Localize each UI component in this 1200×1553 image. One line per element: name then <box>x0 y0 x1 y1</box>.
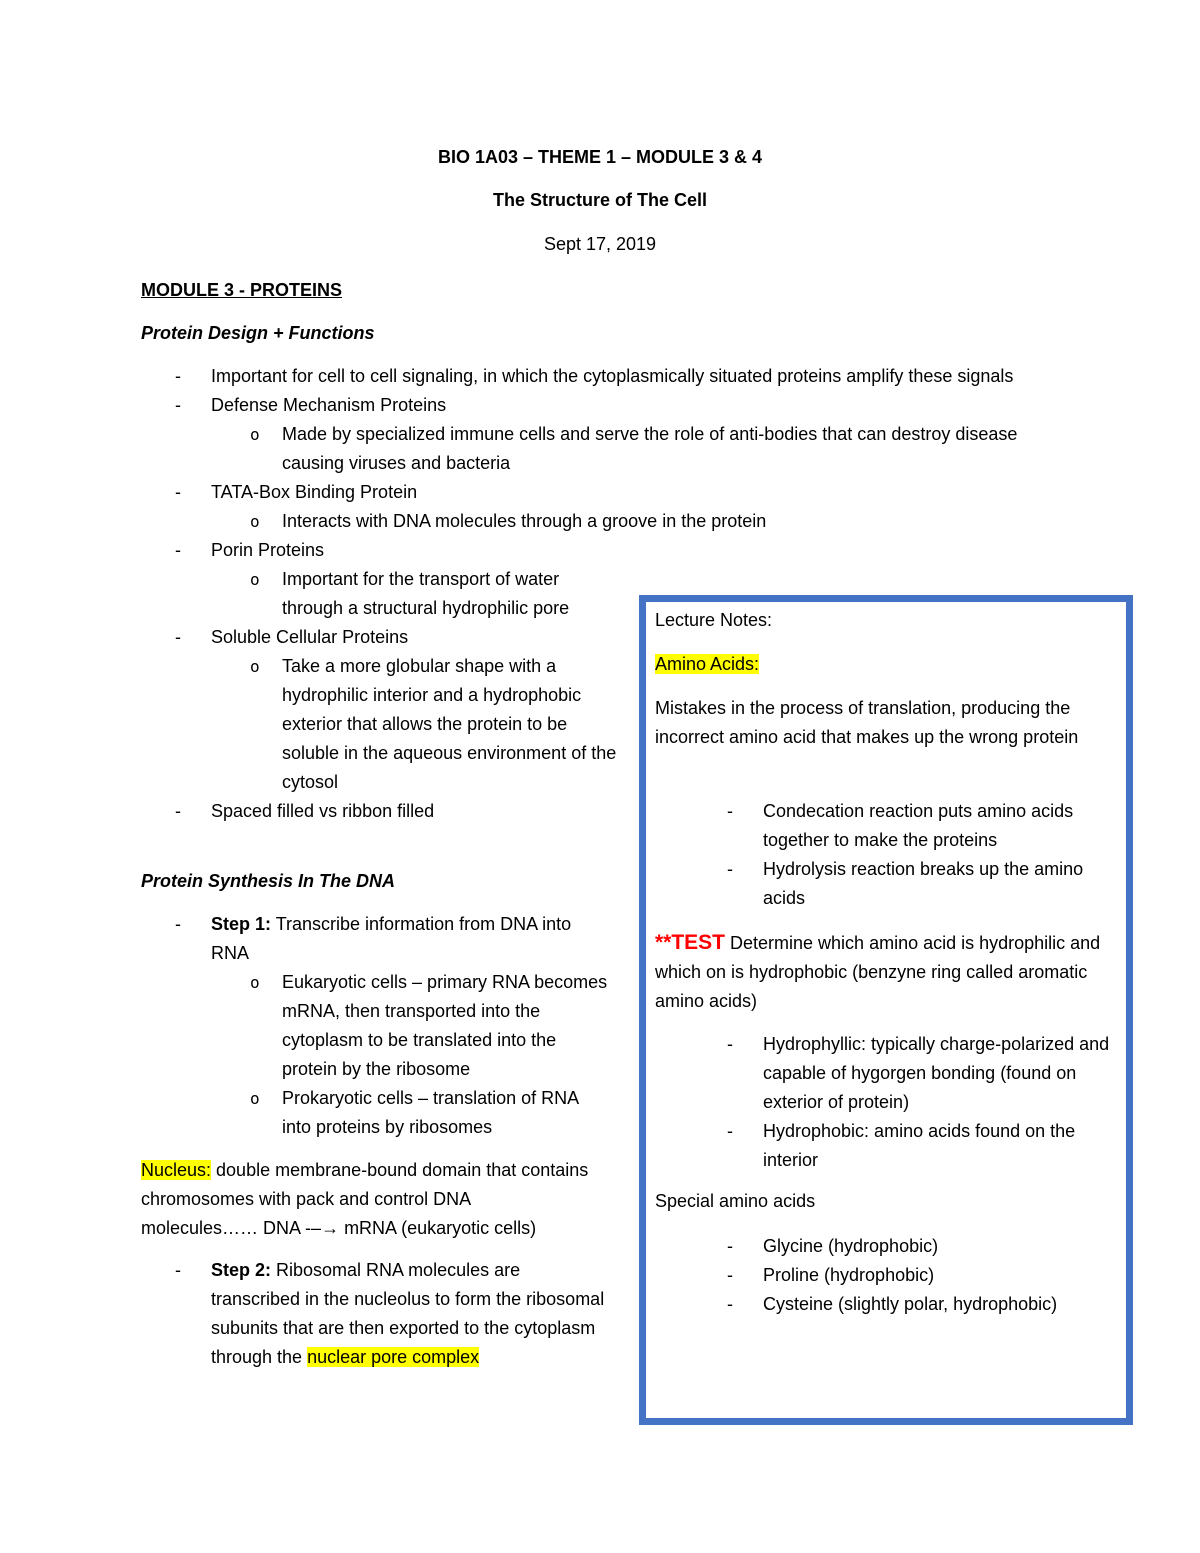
list-item: - Important for cell to cell signaling, in which the cytoplasmically situated proteins amplify these signals <box>141 362 1051 391</box>
mistakes-paragraph: Mistakes in the process of translation, producing the incorrect amino acid that makes up the wrong protein <box>655 698 1079 747</box>
protein-synthesis-list <box>141 910 619 1142</box>
step-2-label: Step 2: <box>211 1260 272 1280</box>
lecture-notes-box <box>639 595 1133 1425</box>
reactions-list <box>655 797 1115 913</box>
list-item: - Glycine (hydrophobic) <box>655 1232 1120 1261</box>
list-item: o Interacts with DNA molecules through a groove in the protein <box>141 507 1051 536</box>
list-item: - Porin Proteins <box>141 536 1051 565</box>
list-item: - Hydrophyllic: typically charge-polarized and capable of hygorgen bonding (found on exterior of protein) <box>655 1030 1120 1117</box>
nucleus-text: double membrane-bound domain that contains chromosomes with pack and control DNA molecules…… DNA -– <box>141 1160 589 1238</box>
course-heading: BIO 1A03 – THEME 1 – MODULE 3 & 4 <box>437 147 763 167</box>
arrow-icon: → <box>321 1218 340 1238</box>
step-1-text: Transcribe information from DNA into RNA <box>211 914 572 963</box>
special-amino-acids-heading: Special amino acids <box>655 1191 816 1211</box>
list-item: - Soluble Cellular Proteins <box>141 623 1051 652</box>
test-label: **TEST <box>655 931 726 954</box>
list-item-step-1 <box>141 910 611 968</box>
module-3-heading: MODULE 3 - PROTEINS <box>141 280 343 300</box>
nucleus-end: mRNA (eukaryotic cells) <box>339 1218 537 1238</box>
list-item: - TATA-Box Binding Protein <box>141 478 1051 507</box>
notes-title: Lecture Notes: <box>655 610 773 630</box>
nucleus-paragraph <box>141 1156 591 1243</box>
amino-acids-heading <box>655 650 759 679</box>
page-title: The Structure of The Cell <box>492 190 708 210</box>
list-item: - Hydrophobic: amino acids found on the interior <box>655 1117 1120 1175</box>
special-amino-acids-list <box>655 1232 1120 1319</box>
list-item: - Proline (hydrophobic) <box>655 1261 1120 1290</box>
test-text: Determine which amino acid is hydrophilic and which on is hydrophobic (benzyne ring called aromatic amino acids) <box>655 933 1101 1011</box>
list-item: - Spaced filled vs ribbon filled <box>141 797 1051 826</box>
list-item: - Cysteine (slightly polar, hydrophobic) <box>655 1290 1120 1319</box>
list-item: - Defense Mechanism Proteins <box>141 391 1051 420</box>
list-item: o Take a more globular shape with a hydrophilic interior and a hydrophobic exterior that allows the protein to be soluble in the aqueous environment of the cytosol <box>141 652 619 797</box>
protein-synthesis-heading: Protein Synthesis In The DNA <box>141 871 396 891</box>
protein-design-heading: Protein Design + Functions <box>141 323 375 343</box>
list-item: o Prokaryotic cells – translation of RNA into proteins by ribosomes <box>141 1084 612 1142</box>
list-item-step-2 <box>141 1256 611 1372</box>
list-item: - Condecation reaction puts amino acids together to make the proteins <box>655 797 1115 855</box>
date: Sept 17, 2019 <box>543 234 657 254</box>
nucleus-label: Nucleus: <box>141 1160 212 1180</box>
nuclear-pore-highlight: nuclear pore complex <box>307 1347 480 1367</box>
list-item: o Made by specialized immune cells and serve the role of anti-bodies that can destroy disease causing viruses and bacteria <box>141 420 1042 478</box>
list-item: o Important for the transport of water through a structural hydrophilic pore <box>141 565 619 623</box>
properties-list <box>655 1030 1120 1175</box>
step-1-label: Step 1: <box>211 914 272 934</box>
list-item: o Eukaryotic cells – primary RNA becomes mRNA, then transported into the cytoplasm to be translated into the protein by the ribosome <box>141 968 612 1084</box>
step-2-list <box>141 1256 611 1372</box>
list-item: - Hydrolysis reaction breaks up the amino acids <box>655 855 1115 913</box>
amino-acids-label: Amino Acids: <box>655 654 760 674</box>
step-2-text: Ribosomal RNA molecules are transcribed in the nucleolus to form the ribosomal subunits that are then exported to the cytoplasm through the <box>211 1260 605 1367</box>
test-paragraph <box>655 928 1115 1016</box>
